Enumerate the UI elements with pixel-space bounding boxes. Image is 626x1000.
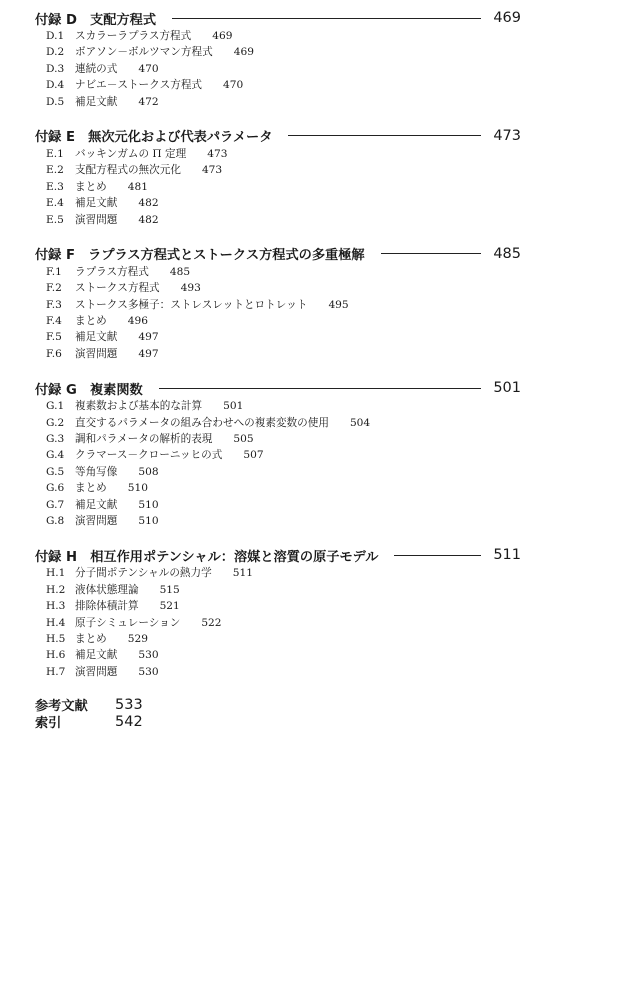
section-title: ラプラス方程式 <box>75 265 149 278</box>
section-page-number: 472 <box>138 95 159 108</box>
section-entry[interactable] <box>35 398 521 414</box>
section-number: E.5 <box>46 213 64 226</box>
section-number: D.2 <box>46 46 65 59</box>
section-title: 演習問題 <box>75 514 118 527</box>
table-of-contents <box>35 8 521 730</box>
leader-rule <box>381 253 482 254</box>
section-page-number: 504 <box>349 416 371 429</box>
appendix-chapter <box>35 545 521 680</box>
section-title: ストークス方程式 <box>75 282 160 295</box>
chapter-list <box>35 8 521 680</box>
chapter-page-number: 485 <box>493 245 521 262</box>
chapter-title: 付録 F ラプラス方程式とストークス方程式の多重極解 <box>35 248 365 264</box>
section-page-number: 501 <box>223 400 244 413</box>
section-page-number: 529 <box>127 632 149 645</box>
section-page-number: 522 <box>201 616 222 629</box>
section-entry[interactable] <box>35 264 521 280</box>
section-entry[interactable] <box>35 61 521 77</box>
section-entry[interactable] <box>35 415 521 431</box>
section-title: まとめ <box>75 180 107 193</box>
section-page-number: 530 <box>138 665 159 678</box>
section-page-number: 482 <box>138 213 159 226</box>
section-entry[interactable] <box>35 513 521 529</box>
section-entry[interactable] <box>35 212 521 228</box>
section-title: 支配方程式の無次元化 <box>75 164 181 177</box>
section-page-number: 470 <box>138 62 159 75</box>
section-entry[interactable] <box>35 313 521 329</box>
section-page-number: 505 <box>233 433 254 446</box>
section-entry[interactable] <box>35 497 521 513</box>
section-number: H.2 <box>46 583 66 596</box>
section-number: D.3 <box>46 62 65 75</box>
section-number: G.5 <box>46 465 65 478</box>
section-title: 原子シミュレーション <box>75 616 181 629</box>
section-entry[interactable] <box>35 615 521 631</box>
section-number: H.4 <box>46 616 66 629</box>
section-page-number: 510 <box>127 482 149 495</box>
section-number: G.1 <box>46 400 65 413</box>
section-page-number: 495 <box>328 298 349 311</box>
section-entry[interactable] <box>35 647 521 663</box>
section-entry[interactable] <box>35 329 521 345</box>
section-title: 補足文献 <box>75 197 118 210</box>
chapter-heading[interactable] <box>35 244 521 264</box>
section-number: F.1 <box>46 265 62 278</box>
section-page-number: 497 <box>138 347 159 360</box>
section-title: 直交するパラメータの組み合わせへの複素変数の使用 <box>75 416 329 429</box>
section-title: 演習問題 <box>75 347 118 360</box>
section-title: 複素数および基本的な計算 <box>75 400 203 413</box>
section-entry[interactable] <box>35 94 521 110</box>
chapter-page-number: 473 <box>493 127 521 144</box>
section-page-number: 511 <box>232 567 253 580</box>
section-title: ボアソン－ボルツマン方程式 <box>75 46 213 59</box>
section-page-number: 473 <box>201 164 223 177</box>
section-page-number: 515 <box>159 583 180 596</box>
section-number: E.4 <box>46 197 64 210</box>
section-number: G.3 <box>46 433 65 446</box>
section-entry[interactable] <box>35 195 521 211</box>
section-entry[interactable] <box>35 480 521 496</box>
leader-rule <box>394 555 481 556</box>
section-entry[interactable] <box>35 447 521 463</box>
section-title: 排除体積計算 <box>75 600 139 613</box>
section-page-number: 510 <box>138 514 159 527</box>
section-number: F.5 <box>46 331 62 344</box>
chapter-heading[interactable] <box>35 126 521 146</box>
back-matter-entry[interactable] <box>35 696 521 713</box>
back-matter-entry[interactable] <box>35 713 521 730</box>
section-number: E.2 <box>46 164 64 177</box>
chapter-title: 付録 E 無次元化および代表パラメータ <box>35 130 273 146</box>
section-title: 等角写像 <box>75 465 118 478</box>
section-title: 補足文献 <box>75 331 118 344</box>
section-number: G.6 <box>46 482 65 495</box>
section-entry[interactable] <box>35 464 521 480</box>
section-title: 補足文献 <box>75 95 118 108</box>
section-number: F.4 <box>46 315 62 328</box>
section-page-number: 482 <box>138 197 159 210</box>
appendix-chapter <box>35 378 521 529</box>
section-number: G.2 <box>46 416 65 429</box>
section-title: 演習問題 <box>75 213 118 226</box>
section-entry[interactable] <box>35 28 521 44</box>
section-title: ナビエ－ストークス方程式 <box>75 79 203 92</box>
chapter-title: 付録 H 相互作用ポテンシャル：溶媒と溶質の原子モデル <box>35 549 379 565</box>
section-number: D.4 <box>46 79 65 92</box>
section-title: 分子間ポテンシャルの熱力学 <box>75 567 212 580</box>
section-entry[interactable] <box>35 162 521 178</box>
section-entry[interactable] <box>35 664 521 680</box>
section-entry[interactable] <box>35 179 521 195</box>
section-number: G.8 <box>46 514 65 527</box>
back-matter <box>35 696 521 730</box>
leader-rule <box>159 388 482 389</box>
section-number: H.6 <box>46 649 66 662</box>
section-page-number: 485 <box>169 265 191 278</box>
section-entry[interactable] <box>35 346 521 362</box>
section-page-number: 473 <box>207 147 228 160</box>
section-page-number: 469 <box>212 30 233 42</box>
section-page-number: 508 <box>138 465 159 478</box>
section-page-number: 496 <box>127 315 149 328</box>
section-page-number: 493 <box>180 282 201 295</box>
section-entry[interactable] <box>35 77 521 93</box>
chapter-heading[interactable] <box>35 545 521 565</box>
chapter-page-number: 501 <box>493 380 521 397</box>
section-entry[interactable] <box>35 146 521 162</box>
section-number: H.5 <box>46 632 66 645</box>
section-number: G.7 <box>46 498 65 511</box>
section-title: まとめ <box>75 482 107 495</box>
section-title: バッキンガムの Π 定理 <box>75 147 187 160</box>
section-title: 補足文献 <box>75 498 118 511</box>
section-page-number: 497 <box>138 331 159 344</box>
back-matter-page-number: 533 <box>115 696 143 713</box>
section-entry[interactable] <box>35 565 521 581</box>
section-page-number: 510 <box>138 498 159 511</box>
section-entry[interactable] <box>35 582 521 598</box>
chapter-page-number: 511 <box>493 547 521 564</box>
back-matter-page-number: 542 <box>115 713 143 730</box>
appendix-chapter <box>35 244 521 362</box>
section-number: E.1 <box>46 147 64 160</box>
section-number: D.1 <box>46 30 65 42</box>
chapter-page-number: 469 <box>493 10 521 26</box>
section-number: H.7 <box>46 665 66 678</box>
leader-rule <box>172 18 481 19</box>
section-entry[interactable] <box>35 431 521 447</box>
section-number: H.3 <box>46 600 66 613</box>
section-page-number: 470 <box>223 79 244 92</box>
back-matter-label: 参考文献 <box>35 699 88 715</box>
chapter-title: 付録 G 複素関数 <box>35 382 143 398</box>
section-title: 調和パラメータの解析的表現 <box>75 433 213 446</box>
section-title: クラマース－クローニッヒの式 <box>75 449 223 462</box>
chapter-title: 付録 D 支配方程式 <box>35 12 157 28</box>
appendix-chapter <box>35 8 521 110</box>
section-number: F.6 <box>46 347 62 360</box>
section-entry[interactable] <box>35 297 521 313</box>
chapter-heading[interactable] <box>35 8 521 28</box>
section-number: D.5 <box>46 95 65 108</box>
section-entry[interactable] <box>35 631 521 647</box>
section-page-number: 481 <box>127 180 149 193</box>
section-page-number: 521 <box>159 600 180 613</box>
chapter-heading[interactable] <box>35 378 521 398</box>
section-number: G.4 <box>46 449 65 462</box>
section-title: 液体状態理論 <box>75 583 139 596</box>
section-title: ストークス多極子：ストレスレットとロトレット <box>75 298 308 311</box>
section-title: 補足文献 <box>75 649 118 662</box>
section-entry[interactable] <box>35 598 521 614</box>
appendix-chapter <box>35 126 521 228</box>
back-matter-label: 索引 <box>35 716 62 732</box>
section-title: まとめ <box>75 632 107 645</box>
section-number: F.2 <box>46 282 62 295</box>
section-title: スカラーラプラス方程式 <box>75 30 192 42</box>
section-entry[interactable] <box>35 44 521 60</box>
section-title: まとめ <box>75 315 107 328</box>
section-page-number: 530 <box>138 649 159 662</box>
section-number: F.3 <box>46 298 62 311</box>
section-title: 連続の式 <box>75 62 118 75</box>
section-title: 演習問題 <box>75 665 118 678</box>
section-page-number: 469 <box>233 46 254 59</box>
section-page-number: 507 <box>243 449 264 462</box>
section-number: E.3 <box>46 180 64 193</box>
section-entry[interactable] <box>35 280 521 296</box>
section-number: H.1 <box>46 567 66 580</box>
leader-rule <box>288 135 481 136</box>
